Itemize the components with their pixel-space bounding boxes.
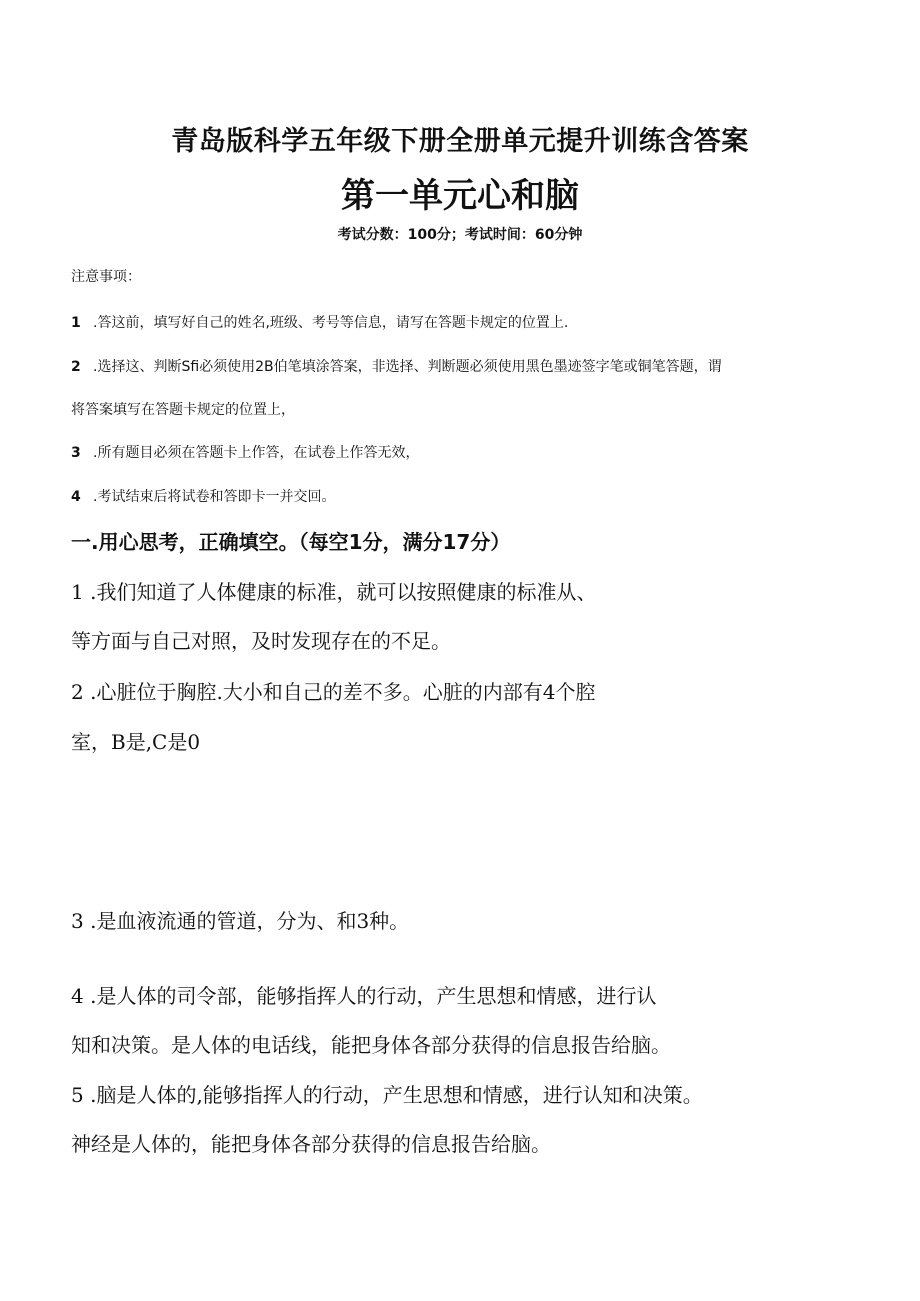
exam-info: 考试分数：100分；考试时间：60分钟 (337, 227, 583, 243)
notice-item-number: 3 (71, 445, 81, 461)
document-title: 青岛版科学五年级下册全册单元提升训练含答案 (171, 126, 749, 157)
notice-heading: 注意事项： (71, 269, 141, 285)
question-line: 4 .是人体的司令部，能够指挥人的行动，产生思想和情感，进行认 (71, 984, 657, 1008)
notice-item-number: 2 (71, 359, 81, 375)
question-line: 2 .心脏位于胸腔.大小和自己的差不多。心脏的内部有4个腔 (71, 680, 596, 704)
notice-item (71, 312, 568, 332)
question-line: 1 .我们知道了人体健康的标准，就可以按照健康的标准从、 (71, 580, 597, 604)
notice-item-number: 1 (71, 315, 81, 331)
notice-item-continuation (71, 399, 295, 419)
section-heading: 一.用心思考，正确填空。（每空1分，满分17分） (71, 530, 511, 554)
notice-item-text: .所有题目必须在答题卡上作答，在试卷上作答无效， (93, 445, 420, 461)
unit-title: 第一单元心和脑 (341, 176, 579, 216)
question-line: 等方面与自己对照，及时发现存在的不足。 (71, 629, 451, 653)
notice-item-text: .考试结束后将试卷和答即卡一并交回。 (93, 489, 336, 505)
question-line: 室，B是,C是0 (71, 730, 201, 754)
question-line: 知和决策。是人体的电话线，能把身体各部分获得的信息报告给脑。 (71, 1033, 671, 1057)
notice-item-text: 将答案填写在答题卡规定的位置上， (71, 402, 295, 418)
notice-item (71, 356, 722, 376)
question-line: 3 .是血液流通的管道，分为、和3种。 (71, 909, 410, 933)
notice-item-text: .答这前，填写好自己的姓名,班级、考号等信息，请写在答题卡规定的位置上. (93, 315, 569, 331)
question-line: 5 .脑是人体的,能够指挥人的行动，产生思想和情感，进行认知和决策。 (71, 1083, 703, 1107)
notice-item (71, 442, 419, 462)
question-line: 神经是人体的，能把身体各部分获得的信息报告给脑。 (71, 1132, 551, 1156)
notice-item-text: .选择这、判断Sfi必须使用2B伯笔填涂答案，非选择、判断题必须使用黑色墨迹签字笔或铜笔答题，谓 (93, 359, 722, 375)
notice-item (71, 486, 335, 506)
notice-item-number: 4 (71, 489, 81, 505)
